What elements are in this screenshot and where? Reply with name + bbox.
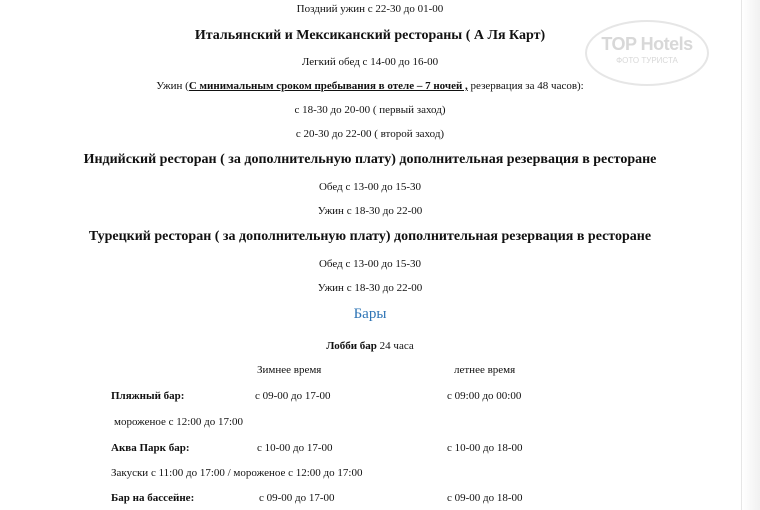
beach-bar-summer-hours: с 09:00 до 00:00 [447,390,522,402]
winter-time-header: Зимнее время [257,364,322,376]
dinner-suffix: резервация за 48 часов): [467,80,584,92]
indian-lunch-text: Обед с 13-00 до 15-30 [318,181,422,193]
watermark-title: TOP Hotels [601,34,693,54]
italian-mexican-heading: Итальянский и Мексиканский рестораны ( А Ля Карт) [194,28,546,43]
italian-first-sitting: с 18-30 до 20-00 ( первый заход) [294,104,446,116]
bars-section-title: Бары [353,306,387,322]
beach-bar-winter-hours: с 09-00 до 17-00 [255,390,331,402]
summer-time-header: летнее время [454,364,516,376]
watermark-subtitle: ФОТО ТУРИСТА [616,56,678,65]
turkish-dinner-text: Ужин с 18-30 до 22-00 [317,282,423,294]
lobby-bar-hours: 24 часа [376,340,414,352]
page-edge-shadow [741,0,760,510]
aquapark-bar-summer-hours: с 10-00 до 18-00 [447,442,523,454]
beach-bar-icecream-note: мороженое с 12:00 до 17:00 [114,416,244,428]
dinner-min-stay-note: С минимальным сроком пребывания в отеле – 7 ночей , [188,80,468,92]
pool-bar-winter-hours: с 09-00 до 17-00 [259,492,335,504]
indian-dinner-text: Ужин с 18-30 до 22-00 [317,205,423,217]
italian-second-sitting: с 20-30 до 22-00 ( второй заход) [295,128,445,140]
pool-bar-label: Бар на бассейне: [111,492,195,504]
late-dinner-text: Поздний ужин с 22-30 до 01-00 [296,3,444,15]
aquapark-bar-label: Аква Парк бар: [111,442,190,454]
indian-restaurant-heading: Индийский ресторан ( за дополнительную плату) дополнительная резервация в ресторане [83,152,657,167]
lobby-bar-line [0,340,740,352]
aquapark-bar-winter-hours: с 10-00 до 17-00 [257,442,333,454]
dinner-prefix: Ужин ( [156,80,189,92]
aquapark-bar-snacks-note: Закуски с 11:00 до 17:00 / мороженое с 12:00 до 17:00 [111,467,363,479]
italian-dinner-text [0,80,740,92]
turkish-lunch-text: Обед с 13-00 до 15-30 [318,258,422,270]
lobby-bar-label: Лобби бар [326,340,377,352]
italian-lunch-text: Легкий обед с 14-00 до 16-00 [301,56,439,68]
turkish-restaurant-heading: Турецкий ресторан ( за дополнительную плату) дополнительная резервация в ресторане [88,229,652,244]
pool-bar-summer-hours: с 09-00 до 18-00 [447,492,523,504]
beach-bar-label: Пляжный бар: [111,390,185,402]
